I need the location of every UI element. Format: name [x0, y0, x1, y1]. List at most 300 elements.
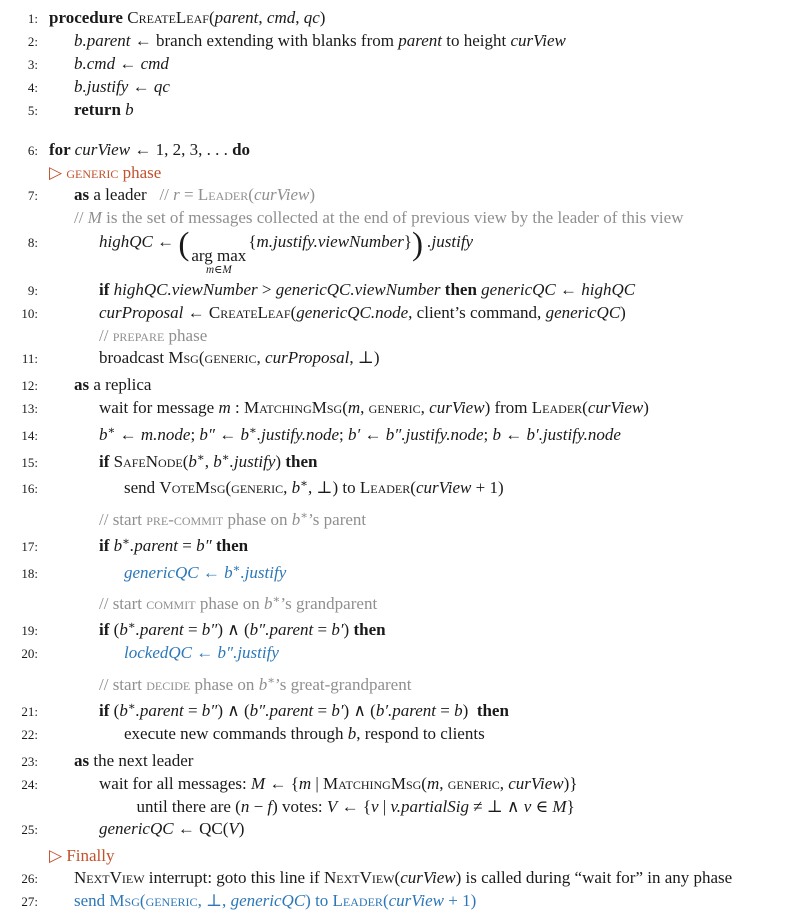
code-segment: generic — [447, 773, 500, 793]
code-segment: ) — [319, 8, 326, 27]
line-number: 15: — [21, 454, 38, 470]
line-15 — [6, 447, 803, 474]
code-segment: ∈ — [531, 796, 553, 816]
code-segment: ( — [342, 398, 348, 418]
line-7 — [6, 184, 803, 207]
comment-prepare — [6, 325, 803, 347]
algorithm-listing — [6, 7, 803, 913]
code-segment: ∗ — [122, 535, 130, 549]
code-segment: ) ∧ ( — [217, 620, 250, 640]
code-segment: b.cmd — [74, 54, 116, 73]
code-segment: .justify — [229, 451, 276, 471]
line-11 — [6, 347, 803, 370]
code-segment: , client’s command, — [408, 303, 546, 323]
code-segment: ← 1, 2, 3, . . . — [130, 140, 233, 159]
code-segment: v.partialSig — [390, 796, 469, 816]
line-number: 23: — [21, 753, 38, 769]
comment-pre-commit — [6, 505, 803, 531]
code-segment: then — [215, 535, 249, 555]
code-segment: curView — [388, 890, 445, 910]
code-segment: ( — [113, 700, 120, 720]
code-segment: ▷ — [49, 163, 67, 182]
code-segment: , — [258, 8, 267, 27]
code-segment: > — [257, 280, 276, 300]
code-segment: as — [74, 375, 90, 395]
code-segment: ∗ — [127, 699, 136, 713]
code-segment: ; — [483, 424, 493, 444]
code-content — [49, 140, 250, 159]
code-segment: ← — [115, 424, 141, 444]
code-segment: ∗ — [221, 450, 230, 464]
code-segment: generic — [231, 478, 284, 498]
code-segment: a replica — [89, 375, 152, 395]
code-segment: , — [420, 398, 430, 418]
code-segment: b — [99, 424, 108, 444]
code-segment: curView — [74, 140, 131, 159]
code-segment: // start — [99, 594, 147, 614]
code-segment: ) — [275, 451, 286, 471]
line-number: 3: — [27, 57, 38, 72]
code-content — [74, 375, 151, 394]
line-number: 11: — [21, 351, 38, 367]
line-number: 24: — [21, 776, 38, 792]
code-segment: b — [188, 451, 197, 471]
code-content — [49, 163, 161, 182]
code-segment: to height — [441, 31, 511, 50]
code-segment: ( — [410, 478, 416, 498]
code-segment: V — [326, 796, 338, 816]
code-segment: ( — [421, 773, 427, 793]
code-segment: ∗ — [249, 424, 257, 438]
code-content — [74, 185, 315, 204]
code-segment: ’s parent — [308, 510, 367, 530]
code-segment: generic — [145, 890, 198, 910]
line-8 — [6, 225, 803, 277]
code-segment: ∗ — [232, 561, 241, 575]
code-segment: ( — [113, 620, 120, 640]
code-content — [49, 846, 115, 865]
line-1 — [6, 7, 803, 30]
line-24 — [6, 773, 803, 796]
code-segment: send — [74, 890, 110, 910]
phase-label-finally — [6, 845, 803, 867]
code-segment: ) — [343, 620, 354, 640]
code-segment: , — [499, 773, 509, 793]
code-segment: )} — [563, 773, 578, 793]
code-segment: : — [230, 398, 244, 418]
code-segment: ) — [238, 818, 245, 838]
code-segment: phase on — [223, 510, 292, 530]
line-number: 8: — [27, 235, 38, 250]
code-segment: if — [99, 535, 114, 555]
code-segment: b — [291, 510, 301, 530]
code-segment: ; — [190, 424, 200, 444]
code-segment: ( — [222, 818, 229, 838]
code-segment: b — [119, 700, 128, 720]
line-number: 4: — [27, 80, 38, 95]
code-segment: | — [311, 773, 324, 793]
code-segment: generic — [66, 163, 119, 182]
code-segment: ( — [198, 348, 205, 368]
code-segment: = — [183, 700, 202, 720]
code-segment: ← — [115, 54, 141, 73]
comment-commit — [6, 590, 803, 616]
code-segment: NextView — [74, 867, 145, 887]
code-segment: | — [378, 796, 391, 816]
code-segment: do — [232, 140, 251, 159]
code-segment: − — [249, 796, 268, 816]
code-segment: curView — [429, 398, 485, 418]
code-content — [99, 225, 474, 277]
line-number: 13: — [21, 401, 38, 417]
line-number: 19: — [21, 623, 38, 639]
code-segment: b′.parent — [375, 700, 437, 720]
code-segment: then — [444, 280, 477, 300]
code-segment: + 1) — [471, 478, 504, 498]
code-segment: curView — [253, 185, 310, 204]
code-segment: ∗ — [300, 477, 309, 491]
code-segment: M — [552, 796, 567, 816]
code-segment: ← — [191, 643, 218, 663]
code-segment: ’s great-grandparent — [275, 674, 412, 694]
code-content — [74, 868, 732, 887]
code-segment: ) from — [484, 398, 532, 418]
line-number: 2: — [27, 34, 38, 49]
code-segment: = — [183, 620, 202, 640]
code-segment: CreateLeaf — [208, 303, 291, 323]
code-segment: .justify — [240, 562, 287, 582]
line-9 — [6, 279, 803, 302]
code-segment: b — [492, 424, 501, 444]
code-content — [99, 675, 411, 694]
line-19 — [6, 615, 803, 642]
line-number: 21: — [21, 703, 38, 719]
code-segment: genericQC.viewNumber — [275, 280, 441, 300]
code-segment: if — [99, 280, 114, 300]
code-segment: v — [523, 796, 532, 816]
code-segment: .justify — [423, 232, 474, 251]
line-14 — [6, 420, 803, 447]
code-segment: , — [204, 451, 214, 471]
code-segment: ∗ — [300, 509, 309, 523]
code-segment: , — [360, 398, 369, 418]
comment-decide — [6, 670, 803, 696]
code-segment: for — [49, 140, 75, 159]
line-26 — [6, 867, 803, 890]
code-content — [124, 563, 286, 582]
code-segment: NextView — [323, 867, 395, 887]
code-segment: } — [566, 796, 575, 816]
code-content — [99, 303, 626, 322]
code-segment: ← — [198, 562, 225, 582]
code-segment: m — [426, 773, 440, 793]
code-segment: curView — [587, 398, 644, 418]
code-content — [99, 536, 248, 555]
code-segment: ( — [178, 225, 190, 263]
line-number: 6: — [27, 143, 38, 158]
code-segment: Leader — [359, 478, 411, 498]
code-content — [99, 701, 509, 720]
line-number: 18: — [21, 565, 38, 581]
code-segment: = — [313, 620, 332, 640]
code-segment: if — [99, 620, 114, 640]
code-segment: m.justify.viewNumber — [256, 232, 404, 251]
code-content — [99, 774, 577, 793]
line-21 — [6, 696, 803, 723]
code-segment: pre-commit — [146, 510, 224, 530]
code-segment: ) — [620, 303, 626, 323]
line-number: 20: — [21, 646, 38, 662]
code-content — [137, 797, 575, 816]
code-segment: prepare — [112, 326, 165, 346]
code-segment: if — [99, 451, 114, 471]
code-segment: = — [178, 535, 197, 555]
code-segment: then — [353, 620, 386, 640]
line-number: 10: — [21, 306, 38, 322]
code-segment: M — [87, 208, 102, 227]
code-content — [99, 280, 635, 299]
code-segment: phase — [164, 326, 208, 346]
code-content — [124, 643, 279, 662]
code-segment: , — [283, 478, 292, 498]
code-segment: CreateLeaf — [127, 8, 209, 27]
line-12 — [6, 374, 803, 397]
code-content — [99, 620, 386, 639]
line-18 — [6, 558, 803, 585]
code-segment: f — [267, 796, 273, 816]
code-segment: ) votes: — [272, 796, 327, 816]
code-segment: the next leader — [89, 750, 194, 770]
code-segment: V — [228, 818, 239, 838]
line-number: 12: — [21, 378, 38, 394]
line-number: 5: — [27, 103, 38, 118]
code-content — [99, 425, 621, 444]
code-segment: , ⊥) — [349, 348, 380, 368]
line-16 — [6, 474, 803, 501]
code-segment: // — [159, 185, 174, 204]
line-4 — [6, 76, 803, 99]
code-segment: r — [173, 185, 180, 204]
code-segment: ≠ ⊥ ∧ — [468, 796, 524, 816]
code-segment: phase on — [190, 674, 259, 694]
code-segment: b″ — [199, 424, 216, 444]
code-segment: wait for message — [99, 398, 219, 418]
code-segment: as — [74, 185, 90, 204]
line-25 — [6, 818, 803, 841]
code-segment: cmd — [266, 8, 296, 27]
code-segment: ← — [360, 424, 386, 444]
code-segment: phase on — [195, 594, 265, 614]
line-number: 9: — [27, 283, 38, 299]
code-segment: { — [248, 232, 257, 251]
code-segment: ∗ — [272, 593, 281, 607]
code-segment: ( — [382, 890, 389, 910]
code-segment: b — [347, 723, 357, 743]
code-segment: curView — [400, 867, 456, 887]
code-segment: ← — [500, 424, 527, 444]
code-segment: ( — [248, 185, 254, 204]
code-segment: highQC — [99, 232, 153, 251]
code-segment: ← { — [265, 773, 299, 793]
code-content — [99, 510, 366, 529]
line-number: 22: — [21, 726, 38, 742]
code-segment: ) ∧ ( — [343, 700, 376, 720]
code-segment: b″.justify — [217, 643, 279, 663]
code-segment: commit — [146, 594, 196, 614]
code-content — [74, 77, 170, 96]
code-segment: Msg — [109, 890, 140, 910]
code-segment: m.node — [140, 424, 191, 444]
code-segment: parent — [398, 31, 442, 50]
code-segment: m — [347, 398, 361, 418]
code-segment: ∗ — [127, 619, 136, 633]
code-content — [49, 8, 325, 27]
code-segment: then — [476, 700, 509, 720]
code-segment: b″ — [201, 700, 218, 720]
code-segment: b″.parent — [249, 620, 314, 640]
line-22 — [6, 723, 803, 746]
code-segment: procedure — [49, 8, 128, 27]
code-segment: b — [258, 674, 268, 694]
code-segment: MatchingMsg — [323, 773, 422, 793]
code-segment: ( — [290, 303, 297, 323]
code-segment: , respond to clients — [356, 723, 485, 743]
code-segment: genericQC — [545, 303, 621, 323]
code-segment: ← { — [337, 796, 371, 816]
code-segment: QC — [199, 818, 223, 838]
code-segment: ; — [339, 424, 349, 444]
code-segment: + 1) — [444, 890, 477, 910]
code-segment: b″.justify.node — [385, 424, 484, 444]
line-number: 1: — [27, 11, 38, 26]
code-segment: VoteMsg — [159, 478, 226, 498]
code-segment: // start — [99, 674, 147, 694]
code-segment: Msg — [168, 348, 199, 368]
code-segment: execute new commands through — [124, 723, 348, 743]
line-number: 26: — [21, 870, 38, 886]
code-segment: .parent — [135, 620, 184, 640]
code-content — [74, 891, 476, 910]
code-content — [99, 348, 380, 367]
code-segment: b″.parent — [249, 700, 314, 720]
code-segment: b′.justify.node — [526, 424, 621, 444]
line-24-continuation — [6, 796, 803, 818]
code-segment: b — [240, 424, 250, 444]
code-segment: ( — [582, 398, 588, 418]
line-10 — [6, 302, 803, 325]
code-segment: b.justify — [74, 77, 129, 96]
code-segment: , — [295, 8, 304, 27]
line-5 — [6, 99, 803, 122]
code-segment: return — [74, 100, 126, 119]
code-segment: ← — [215, 424, 241, 444]
code-segment: parent — [214, 8, 259, 27]
code-segment: curView — [415, 478, 472, 498]
line-23 — [6, 750, 803, 773]
argmax-operator: arg max m∈M — [191, 246, 247, 277]
code-segment: b′ — [348, 424, 361, 444]
code-segment: ) — [411, 225, 424, 263]
code-segment: then — [285, 451, 318, 471]
code-content — [124, 478, 504, 497]
code-segment: b — [291, 478, 301, 498]
code-content — [74, 751, 193, 770]
code-segment: ) — [309, 185, 316, 204]
code-segment: qc — [303, 8, 320, 27]
code-segment: generic — [368, 398, 421, 418]
code-segment: interrupt: goto this line if — [144, 867, 324, 887]
code-segment: ← — [152, 232, 179, 251]
code-segment: b — [113, 535, 123, 555]
code-segment: qc — [153, 77, 170, 96]
code-segment: = — [436, 700, 455, 720]
code-segment: send — [124, 478, 160, 498]
code-segment: // — [74, 208, 88, 227]
code-segment: ’s grandparent — [280, 594, 378, 614]
code-segment: ( — [394, 867, 401, 887]
code-segment: M — [251, 773, 266, 793]
code-segment: b — [119, 620, 128, 640]
code-segment: .parent — [130, 535, 179, 555]
code-segment: } — [403, 232, 412, 251]
code-segment: wait for all messages: — [99, 773, 252, 793]
code-segment: n — [240, 796, 250, 816]
code-segment: b.parent — [74, 31, 131, 50]
code-segment: ) is called during “wait for” in any phase — [455, 867, 733, 887]
code-content — [99, 594, 377, 613]
code-segment: , — [439, 773, 448, 793]
code-content — [99, 819, 244, 838]
code-content — [74, 54, 169, 73]
line-number: 25: — [21, 821, 38, 837]
code-segment: broadcast — [99, 348, 169, 368]
code-segment: ( — [208, 8, 215, 27]
code-segment: a leader — [89, 185, 160, 204]
line-27 — [6, 890, 803, 913]
code-segment: genericQC.node — [296, 303, 409, 323]
code-content — [99, 452, 317, 471]
code-segment: ) — [462, 700, 477, 720]
code-segment: SafeNode — [113, 451, 183, 471]
line-6 — [6, 139, 803, 162]
code-segment: b — [454, 700, 463, 720]
comment-messages — [6, 207, 803, 229]
line-number: 17: — [21, 538, 38, 554]
line-number: 7: — [27, 188, 38, 203]
code-segment: ← — [183, 303, 209, 323]
code-segment: .justify.node — [256, 424, 340, 444]
code-segment: b — [264, 594, 273, 614]
code-segment: ← — [173, 818, 200, 838]
code-segment: cmd — [140, 54, 169, 73]
code-segment: generic — [204, 348, 257, 368]
code-segment: b″ — [196, 535, 212, 555]
code-segment: curView — [508, 773, 564, 793]
code-segment: , ⊥, — [197, 890, 231, 910]
code-segment: b — [125, 100, 134, 119]
code-segment: b — [224, 562, 233, 582]
code-segment: ∗ — [196, 450, 205, 464]
code-segment: as — [74, 750, 90, 770]
code-segment: b′ — [331, 620, 344, 640]
line-number: 27: — [21, 893, 38, 909]
code-segment: ← branch extending with blanks from — [130, 31, 399, 50]
code-segment: highQC — [581, 280, 636, 300]
code-segment: // start — [99, 510, 147, 530]
code-segment: ) ∧ ( — [217, 700, 250, 720]
code-segment: is the set of messages collected at the end of previous view by the leader of this view — [101, 208, 684, 227]
line-number: 14: — [21, 427, 38, 443]
